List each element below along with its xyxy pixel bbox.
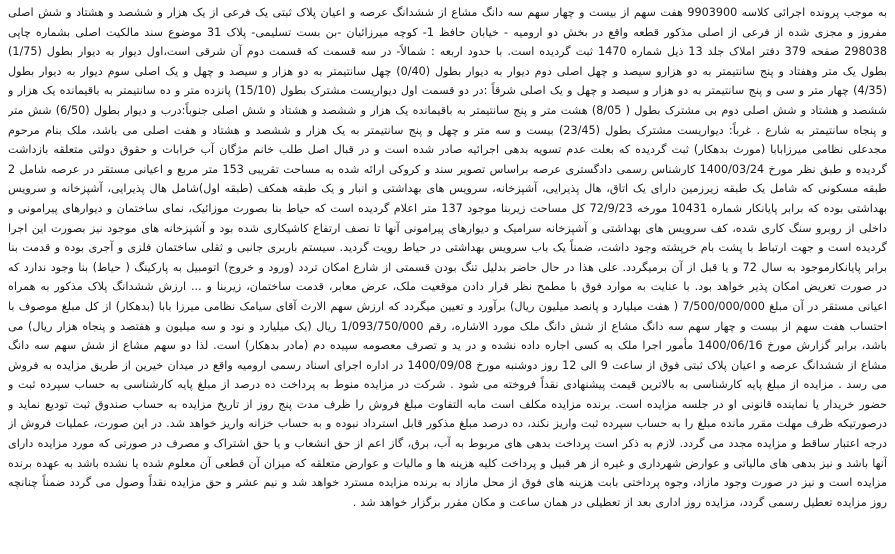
announcement-body-text: به موجب پرونده اجرائی کلاسه 9903900 هفت سهم از بیست و چهار سهم سه دانگ مشاع از ششدانگ عرصه و اعیان پلاک ثبتی یک فرعی از یک هزار و ششصد و هشتاد و شش اصلی مفروز و مجزی شده از فرعی از اصلی مذکور قطعه واقع در بخش دو ارومیه - خیابان حافظ 1- کوچه میرزائیان -بن بست تسلیمی- پلاک 31 موضوع سند مالکیت اصلی بشماره چاپی 298038 صفحه 379 دفتر املاک جلد 13 ذیل شماره 1470 ثبت گردیده است. با حدود اربعه : شمالاً- در سه قسمت که قسمت دوم آن شرقی است،اول دیوار به دیوار بطول (1/75) بطول یک متر وهفتاد و پنج سانتیمتر به دو هزارو سیصد و چهل اصلی دوم دیوار به دیوار بطول (0/40) چهل سانتیمتر به دو هزار و سیصد و چهل و یک اصلی سوم دیوار به دیوار بطول (4/35) چهار متر و سی و پنج سانتیمتر به دو هزار و سیصد و چهل و یک اصلی شرقاً :در دو قسمت اول دیواریست مشترک بطول (15/10) پانزده متر و ده سانتیمتر به باقیمانده یک هزار و ششصد و هشتاد و شش اصلی دوم بی مشترک بطول ( 8/05) هشت متر و پنج سانتیمتر به باقیمانده یک هزار و ششصد و هشتاد و شش اصلی جنوباً:درب و دیوار بطول (6/50) شش متر و پنجاه سانتیمتر به شارع . غرباً: دیواریست مشترک بطول (23/45) بیست و سه متر و چهل و پنج سانتیمتر به یک هزار و ششصد و هشتاد و هفت اصلی می باشد، ملک بنام مرحوم مجدعلی نظامی میرزابابا (مورث بدهکار) ثبت گردیده که بعلت عدم تسویه بدهی اجرائیه صادر شده است و در قبال اصل طلب خانم مژگان آب خرابات و حقوق دولتی متعلقه بازداشت گردیده و طبق نظر مورخ 1400/03/24 کارشناس رسمی دادگستری عرصه براساس تصویر سند و کروکی ارائه شده به مساحت تقریبی 153 متر مربع و اعیانی مستقر در عرصه شامل 2 طبقه مسکونی که شامل یک طبقه زیرزمین دارای یک اتاق، هال پذیرایی، آشپزخانه، سرویس های بهداشتی و انبار و یک طبقه همکف (طبقه اول)شامل هال پذیرایی، آشپزخانه و سرویس بهداشتی بوده که برابر پایانکار شماره 10431 مورخه 72/9/23 کل مساحت زیربنا موجود 137 متر اعلام گردیده است که حیاط بنا بصورت موزائیک، نمای ساختمان و دیوارهای پیرامونی و داخلی از روبرو سنگ کاری شده، کف سرویس های بهداشتی و آشپزخانه سرامیک و دیوارهای پیرامونی آنها تا نصف ارتفاع کاشیکاری شده بود و آشپزخانه های موجود نیز بصورت این اجرا گردیده است و جهت ارتباط با پشت بام خرپشته وجود داشت، ضمناً یک باب سرویس بهداشتی در حیاط رویت گردید. سیستم باربری جانبی و ثقلی ساختمان فلزی و آجری بوده و قدمت بنا برابر پایانکارموجود به سال 72 و یا قبل از آن برمیگردد. علی هذا در حال حاضر بدلیل تنگ بودن قسمتی از شارع امکان تردد (ورود و خروج) اتومبیل به پارکینگ ( حیاط) بنا وجود ندارد که در صورت تعریض امکان پذیر خواهد بود. با عنایت به موارد فوق با مطمح نظر قرار دادن موقعیت ملک، عرض معابر، قدمت ساختمان، زیربنا و ... ارزش ششدانگ پلاک مذکور به همراه اعیانی مستقر در آن مبلغ 7/500/000/000 ( هفت میلیارد و پانصد میلیون ریال) برآورد و تعیین میگردد که ارزش سهم الارث آقای سیامک نظامی میرزا بابا (بدهکار) از کل مبلغ موصوف با احتساب هفت سهم از بیست و چهار سهم سه دانگ مشاع از شش دانگ ملک مورد الاشاره، رقم 1/093/750/000 ریال (یک میلیارد و نود و سه میلیون و هفتصد و پنجاه هزار ریال) می باشد، برابر گزارش مورخ 1400/06/16 مأمور اجرا ملک به کسی اجاره داده نشده و در ید و تصرف معصومه سپیده دم (مادر بدهکار) است. لذا دو سهم مشاع از شش سهم سه دانگ مشاع از ششدانگ عرصه و اعیان پلاک ثبتی فوق از ساعت 9 الی 12 روز دوشنبه مورخ 1400/09/08 در اداره اجرای اسناد رسمی ارومیه واقع در میدان خیرین از طریق مزایده به فروش می رسد . مزایده از مبلغ پایه کارشناسی به بالاترین قیمت پیشنهادی نقداً فروخته می شود . شرکت در مزایده منوط به پرداخت ده درصد از مبلغ پایه کارشناسی به حساب سپرده ثبت و حضور خریدار یا نماینده قانونی او در جلسه مزایده است. برنده مزایده مکلف است مابه التفاوت مبلغ فروش را ظرف مدت پنج روز از تاریخ مزایده به حساب صندوق ثبت تودیع نماید و درصورتیکه ظرف مهلت مقرر مانده مبلغ را به حساب سپرده ثبت واریز نکند، ده درصد مبلغ مذکور قابل استرداد نبوده و به حساب خزانه واریز خواهد شد. در این صورت، عملیات فروش از درجه اعتبار ساقط و مزایده مجدد می گردد. لازم به ذکر است پرداخت بدهی های مربوط به آب، برق، گاز اعم از حق انشعاب و یا حق اشتراک و مصرف در صورتی که مورد مزایده دارای آنها باشد و نیز بدهی های مالیاتی و عوارض شهرداری و غیره از هر قبیل و پرداخت کلیه هزینه ها و مالیات و عوارض متعلقه که میزان آن قطعی آن معلوم شده یا نشده باشد به عهده برنده مزایده است و نیز در صورت وجود مازاد، وجوه پرداختی بابت هزینه های فوق از محل مازاد به برنده مزایده مسترد خواهد شد و نیم عشر و حق مزایده نقداً وصول می گردد ضمناً چنانچه روز مزایده تعطیل رسمی گردد، مزایده روز اداری بعد از تعطیلی در همان ساعت و مکان مقرر برگزار خواهد شد . bbox=[8, 6, 887, 509]
announcement-document bbox=[8, 3, 887, 548]
